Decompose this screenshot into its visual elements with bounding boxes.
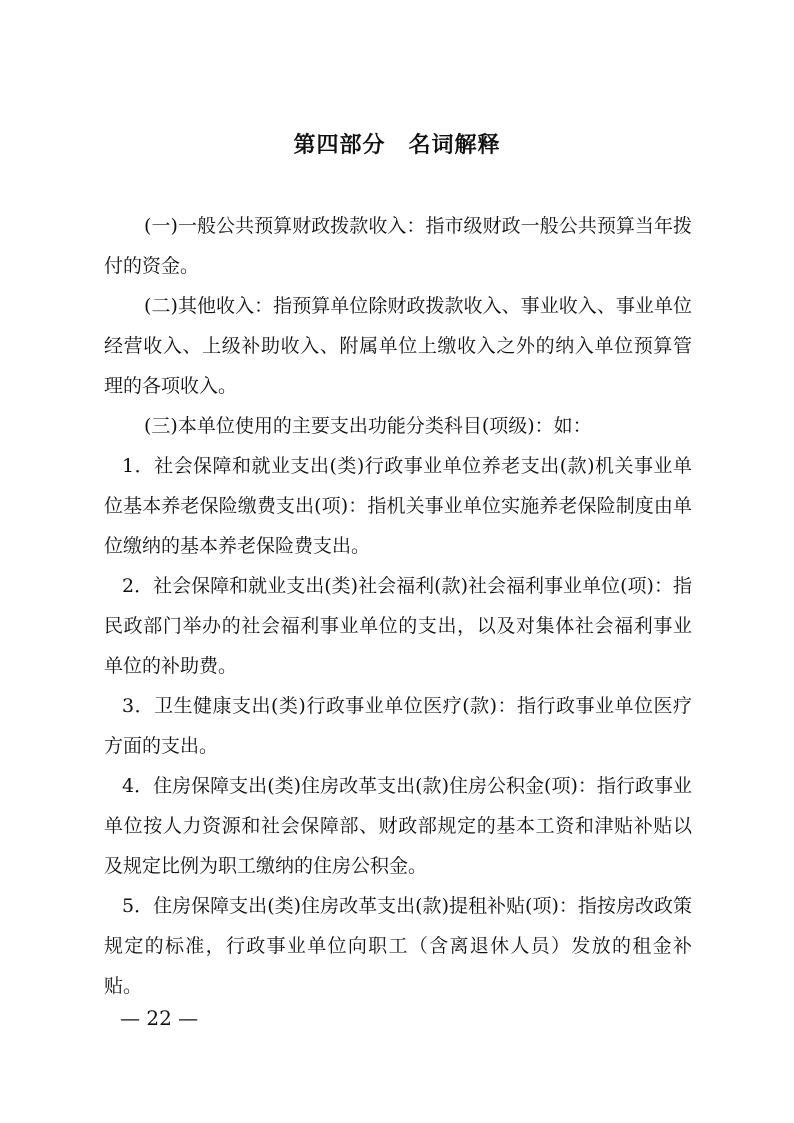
paragraph-general-budget-income: (一)一般公共预算财政拨款收入：指市级财政一般公共预算当年拨付的资金。: [104, 215, 692, 277]
list-item-medical: 3．卫生健康支出(类)行政事业单位医疗(款)：指行政事业单位医疗方面的支出。: [104, 695, 692, 757]
paragraph-expenditure-categories: (三)本单位使用的主要支出功能分类科目(项级)：如：: [144, 415, 592, 437]
document-body: [104, 206, 692, 1006]
list-item-social-welfare: 2．社会保障和就业支出(类)社会福利(款)社会福利事业单位(项)：指民政部门举办的社会福利事业单位的支出，以及对集体社会福利事业单位的补助费。: [104, 575, 692, 677]
list-item-housing-fund: 4．住房保障支出(类)住房改革支出(款)住房公积金(项)：指行政事业单位按人力资源和社会保障部、财政部规定的基本工资和津贴补贴以及规定比例为职工缴纳的住房公积金。: [104, 775, 692, 877]
list-item-pension-insurance: 1．社会保障和就业支出(类)行政事业单位养老支出(款)机关事业单位基本养老保险缴费支出(项)：指机关事业单位实施养老保险制度由单位缴纳的基本养老保险费支出。: [104, 455, 692, 557]
page-title: 第四部分 名词解释: [293, 133, 501, 158]
page-number: — 22 —: [120, 1006, 199, 1030]
list-item-rent-subsidy: 5．住房保障支出(类)住房改革支出(款)提租补贴(项)：指按房改政策规定的标准，行政事业单位向职工（含离退休人员）发放的租金补贴。: [104, 895, 692, 997]
paragraph-other-income: (二)其他收入：指预算单位除财政拨款收入、事业收入、事业单位经营收入、上级补助收入、附属单位上缴收入之外的纳入单位预算管理的各项收入。: [104, 295, 692, 397]
